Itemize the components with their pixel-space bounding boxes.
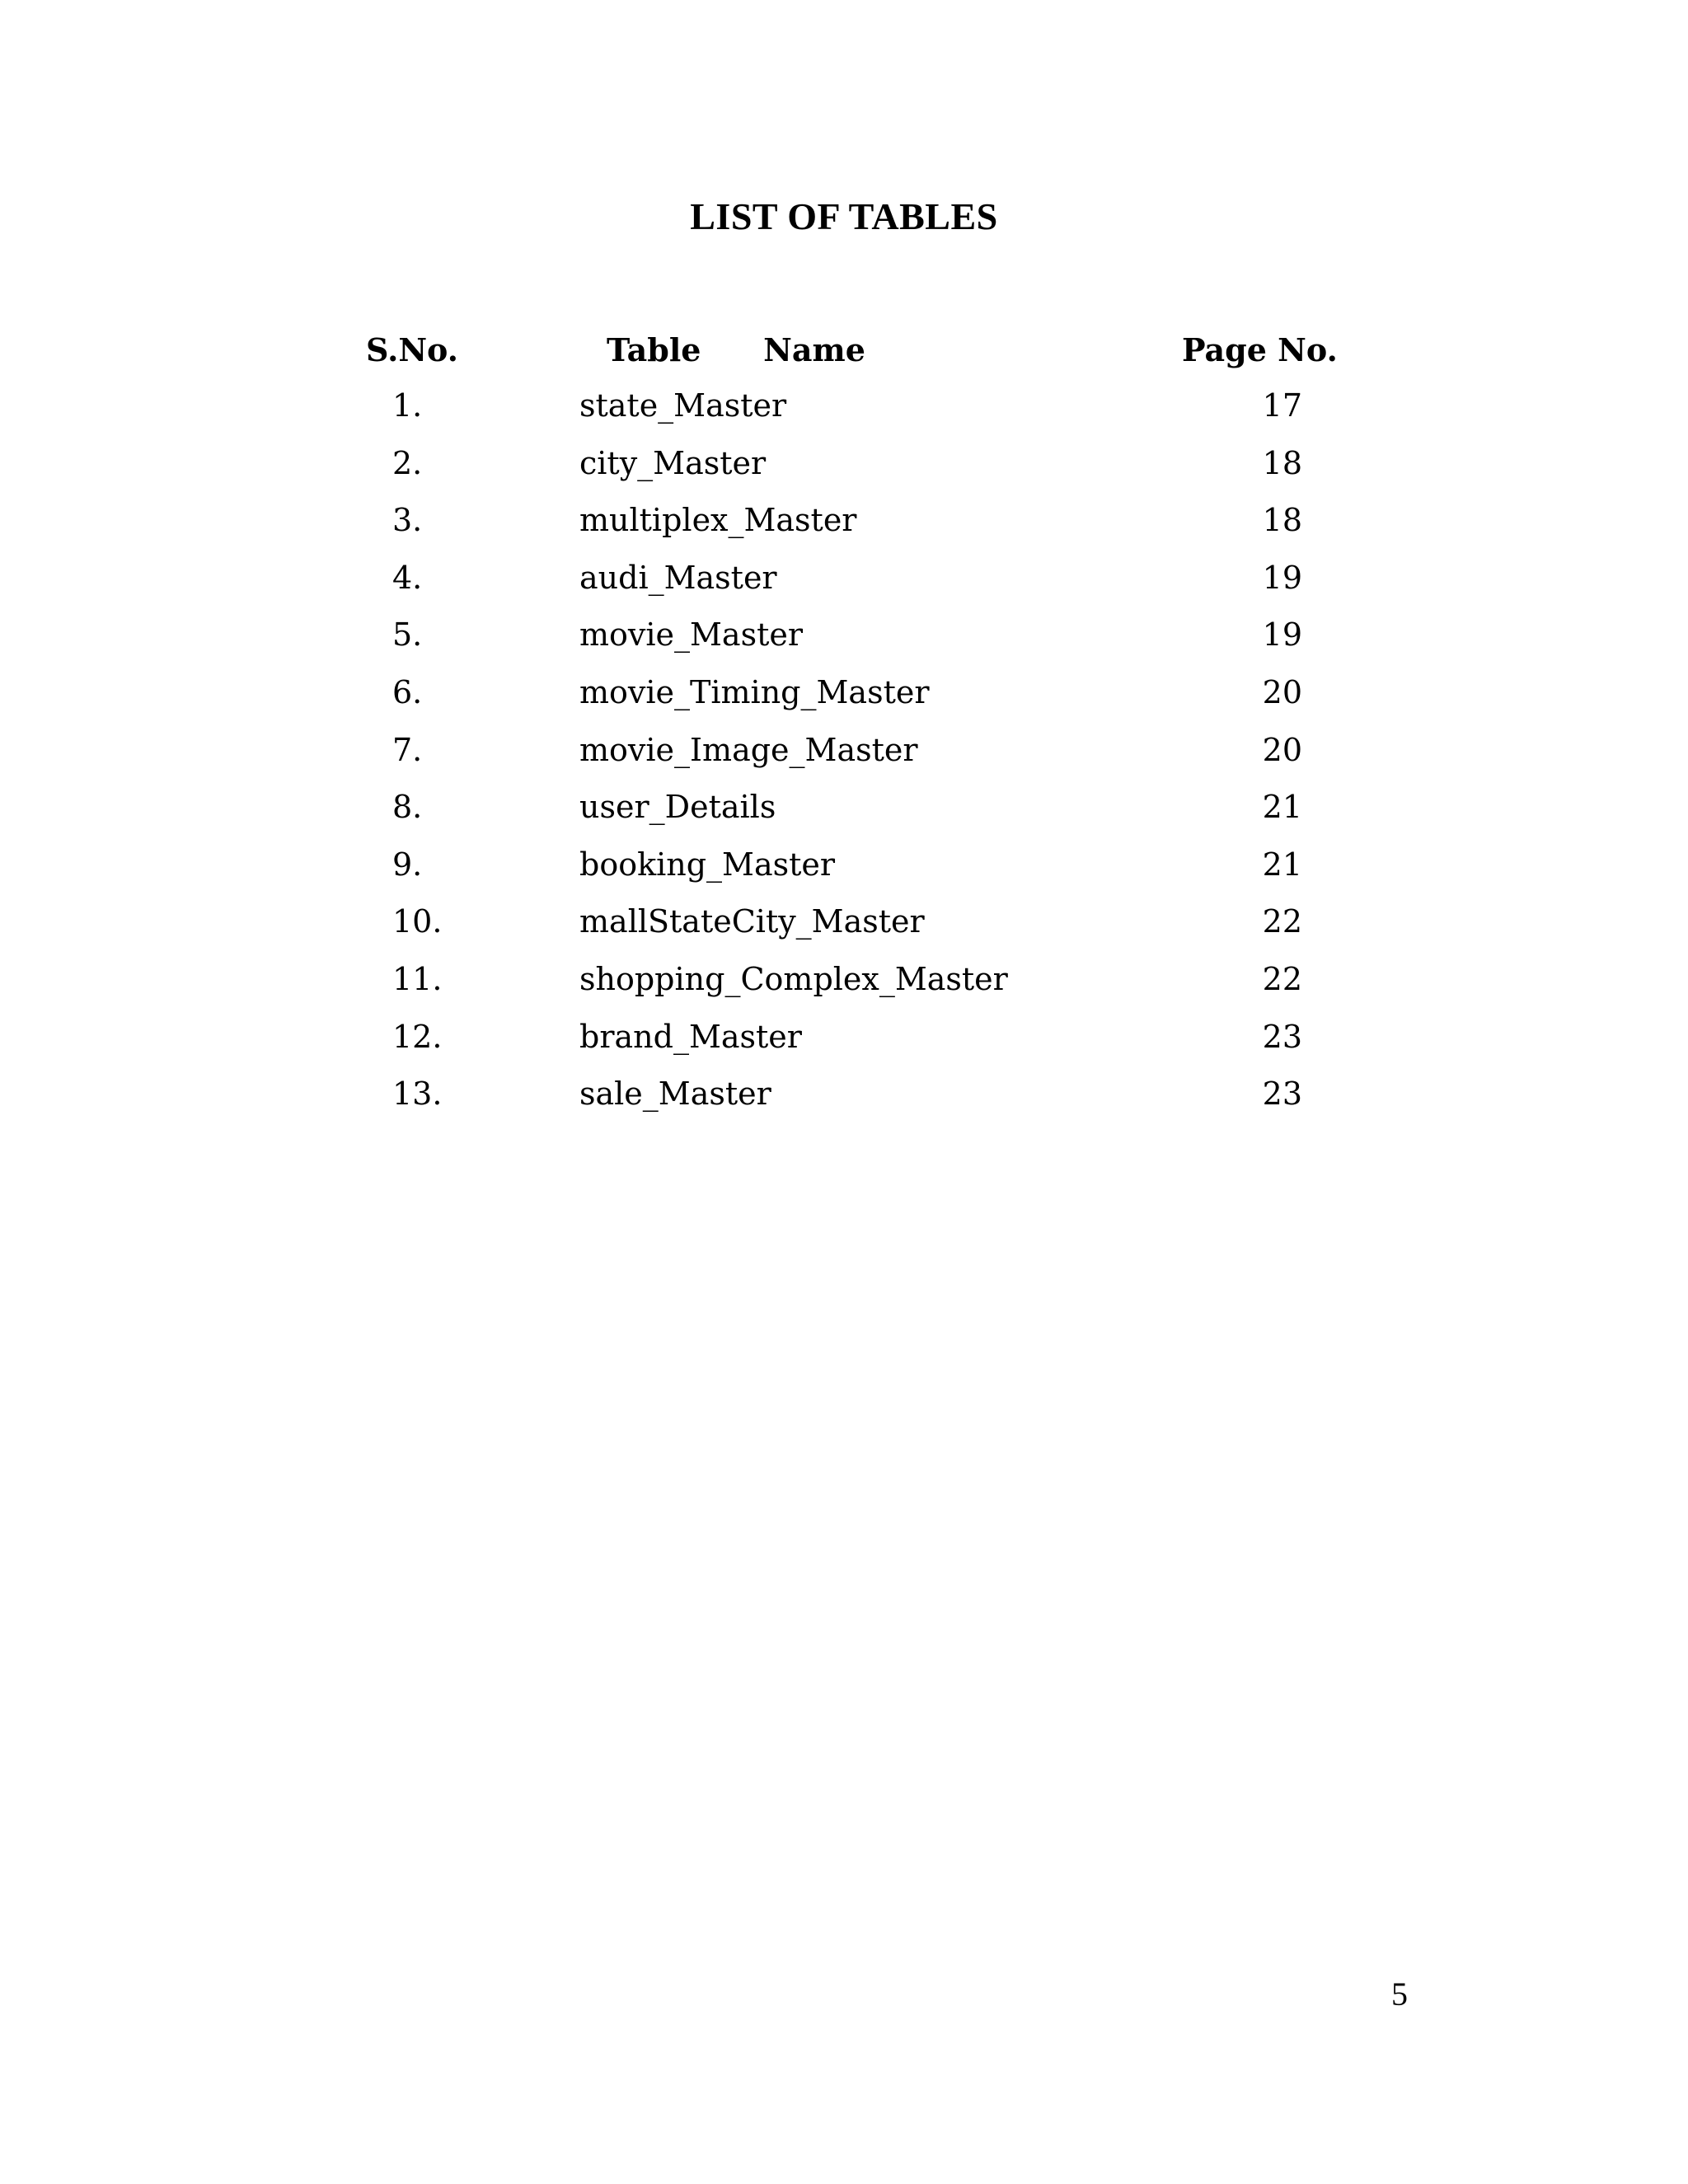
row-table-name: sale_Master bbox=[579, 1076, 771, 1113]
row-page-no: 17 bbox=[1262, 387, 1302, 424]
row-sno: 12. bbox=[392, 1018, 443, 1055]
row-sno: 5. bbox=[392, 616, 423, 654]
table-row bbox=[0, 502, 1688, 560]
row-page-no: 23 bbox=[1262, 1018, 1302, 1055]
row-page-no: 20 bbox=[1262, 673, 1302, 710]
row-page-no: 21 bbox=[1262, 789, 1302, 826]
table-list bbox=[0, 387, 1688, 1133]
table-row bbox=[0, 732, 1688, 790]
row-sno: 6. bbox=[392, 673, 423, 710]
table-row bbox=[0, 1076, 1688, 1133]
row-table-name: multiplex_Master bbox=[579, 502, 857, 539]
row-page-no: 19 bbox=[1262, 559, 1302, 596]
row-table-name: brand_Master bbox=[579, 1018, 802, 1055]
row-sno: 2. bbox=[392, 444, 423, 481]
table-row bbox=[0, 674, 1688, 732]
table-row bbox=[0, 1019, 1688, 1076]
table-row bbox=[0, 560, 1688, 617]
column-header-page-no: Page No. bbox=[1182, 331, 1338, 368]
row-page-no: 23 bbox=[1262, 1076, 1302, 1113]
table-row bbox=[0, 789, 1688, 846]
row-sno: 3. bbox=[392, 502, 423, 539]
table-row bbox=[0, 903, 1688, 961]
column-header-sno: S.No. bbox=[366, 331, 458, 368]
row-sno: 4. bbox=[392, 559, 423, 596]
row-sno: 9. bbox=[392, 846, 423, 883]
column-header-table-name: Table Name bbox=[607, 331, 865, 368]
row-sno: 8. bbox=[392, 789, 423, 826]
row-table-name: state_Master bbox=[579, 387, 787, 424]
row-table-name: mallStateCity_Master bbox=[579, 903, 925, 940]
row-table-name: city_Master bbox=[579, 444, 767, 481]
row-sno: 11. bbox=[392, 960, 443, 997]
table-row bbox=[0, 961, 1688, 1019]
row-table-name: audi_Master bbox=[579, 559, 777, 596]
row-page-no: 18 bbox=[1262, 502, 1302, 539]
row-page-no: 20 bbox=[1262, 731, 1302, 768]
row-table-name: user_Details bbox=[579, 789, 776, 826]
table-row bbox=[0, 846, 1688, 904]
row-sno: 13. bbox=[392, 1076, 443, 1113]
row-page-no: 22 bbox=[1262, 903, 1302, 940]
row-sno: 10. bbox=[392, 903, 443, 940]
table-row bbox=[0, 387, 1688, 445]
row-page-no: 21 bbox=[1262, 846, 1302, 883]
row-sno: 7. bbox=[392, 731, 423, 768]
table-row bbox=[0, 445, 1688, 503]
row-table-name: shopping_Complex_Master bbox=[579, 960, 1008, 997]
row-page-no: 18 bbox=[1262, 444, 1302, 481]
row-table-name: booking_Master bbox=[579, 846, 836, 883]
row-page-no: 19 bbox=[1262, 616, 1302, 654]
row-page-no: 22 bbox=[1262, 960, 1302, 997]
page-title: LIST OF TABLES bbox=[690, 195, 998, 237]
table-row bbox=[0, 616, 1688, 674]
row-table-name: movie_Timing_Master bbox=[579, 673, 930, 710]
row-table-name: movie_Image_Master bbox=[579, 731, 918, 768]
page-number: 5 bbox=[1391, 1975, 1408, 2013]
row-table-name: movie_Master bbox=[579, 616, 804, 654]
row-sno: 1. bbox=[392, 387, 423, 424]
